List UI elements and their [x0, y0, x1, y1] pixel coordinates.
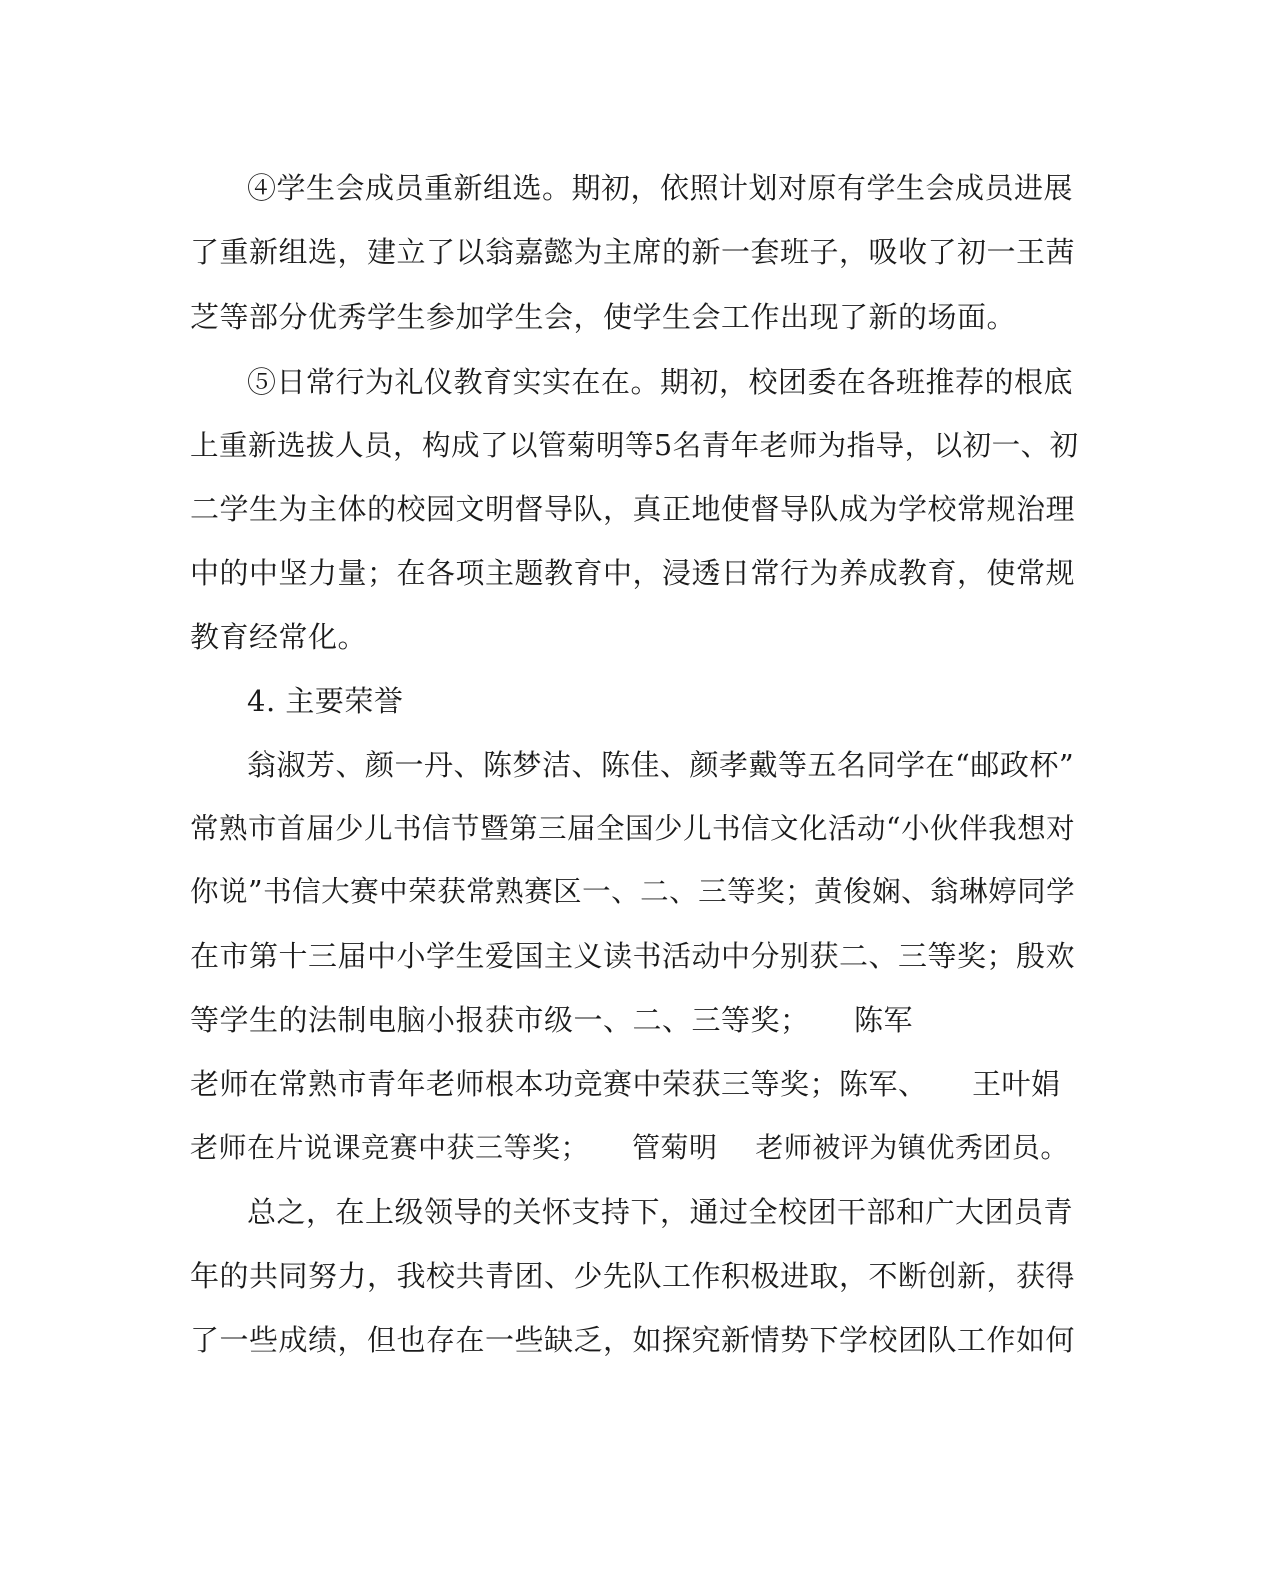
text-line: 你说”书信大赛中荣获常熟赛区一、二、三等奖；黄俊娴、翁琳婷同学: [190, 875, 1076, 908]
text-line: 年的共同努力，我校共青团、少先队工作积极进取，不断创新，获得: [190, 1259, 1076, 1293]
text-line: 老师在片说课竞赛中获三等奖； 管菊明 老师被评为镇优秀团员。: [190, 1131, 1069, 1164]
text-line: 了重新组选，建立了以翁嘉懿为主席的新一套班子，吸收了初一王茜: [190, 235, 1076, 269]
text-line: 了一些成绩，但也存在一些缺乏，如探究新情势下学校团队工作如何: [190, 1323, 1076, 1357]
text-line: 芝等部分优秀学生参加学生会，使学生会工作出现了新的场面。: [190, 300, 1017, 334]
text-line: 二学生为主体的校园文明督导队，真正地使督导队成为学校常规治理: [190, 492, 1076, 526]
section-heading: 4. 主要荣誉: [247, 684, 404, 718]
text-line: 常熟市首届少儿书信节暨第三届全国少儿书信文化活动“小伙伴我想对: [190, 812, 1076, 845]
text-line: ④学生会成员重新组选。期初，依照计划对原有学生会成员进展: [247, 171, 1074, 205]
text-line: 上重新选拔人员，构成了以管菊明等5名青年老师为指导，以初一、初: [190, 429, 1079, 462]
text-line: 老师在常熟市青年老师根本功竞赛中荣获三等奖；陈军、 王叶娟: [190, 1067, 1061, 1101]
text-line: 在市第十三届中小学生爱国主义读书活动中分别获二、三等奖；殷欢: [190, 939, 1076, 973]
text-line: 等学生的法制电脑小报获市级一、二、三等奖； 陈军: [190, 1003, 914, 1037]
text-line: 中的中坚力量；在各项主题教育中，浸透日常行为养成教育，使常规: [190, 556, 1076, 590]
text-line: 总之，在上级领导的关怀支持下，通过全校团干部和广大团员青: [247, 1195, 1074, 1229]
text-line: ⑤日常行为礼仪教育实实在在。期初，校团委在各班推荐的根底: [247, 365, 1074, 399]
text-line: 翁淑芳、颜一丹、陈梦洁、陈佳、颜孝戴等五名同学在“邮政杯”: [247, 748, 1075, 782]
text-line: 教育经常化。: [190, 620, 368, 654]
